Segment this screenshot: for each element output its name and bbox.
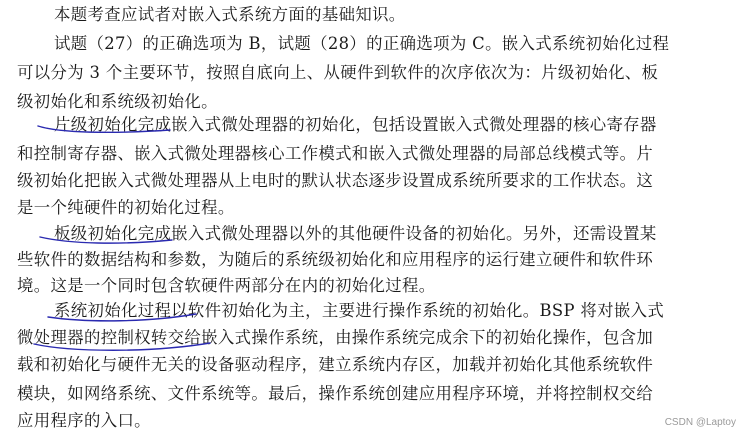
text-line-5: 片级初始化完成嵌入式微处理器的初始化，包括设置嵌入式微处理器的核心寄存器 (54, 115, 657, 134)
text-line-7: 级初始化把嵌入式微处理器从上电时的默认状态逐步设置成系统所要求的工作状态。这 (17, 171, 654, 190)
text-line-3: 可以分为 3 个主要环节，按照自底向上、从硬件到软件的次序依次为：片级初始化、板 (17, 63, 659, 82)
watermark: CSDN @Laptoy (664, 417, 736, 428)
text-line-10: 些软件的数据结构和参数，为随后的系统级初始化和应用程序的运行建立硬件和软件环 (17, 250, 654, 269)
text-line-9: 板级初始化完成嵌入式微处理器以外的其他硬件设备的初始化。另外，还需设置某 (54, 224, 657, 243)
text-line-8: 是一个纯硬件的初始化过程。 (17, 198, 235, 217)
text-line-11: 境。这是一个同时包含软硬件两部分在内的初始化过程。 (17, 276, 436, 295)
text-line-2: 试题（27）的正确选项为 B，试题（28）的正确选项为 C。嵌入式系统初始化过程 (54, 34, 670, 53)
text-line-14: 载和初始化与硬件无关的设备驱动程序，建立系统内存区，加载并初始化其他系统软件 (17, 355, 654, 374)
text-line-16: 应用程序的入口。 (17, 411, 151, 430)
text-line-12: 系统初始化过程以软件初始化为主，主要进行操作系统的初始化。BSP 将对嵌入式 (54, 301, 665, 320)
text-line-15: 模块，如网络系统、文件系统等。最后，操作系统创建应用程序环境，并将控制权交给 (17, 384, 654, 403)
text-line-13: 微处理器的控制权转交给嵌入式操作系统，由操作系统完成余下的初始化操作，包含加 (17, 328, 654, 347)
text-line-6: 和控制寄存器、嵌入式微处理器核心工作模式和嵌入式微处理器的局部总线模式等。片 (17, 144, 654, 163)
text-line-4: 级初始化和系统级初始化。 (17, 92, 218, 111)
text-line-1: 本题考查应试者对嵌入式系统方面的基础知识。 (54, 5, 406, 24)
